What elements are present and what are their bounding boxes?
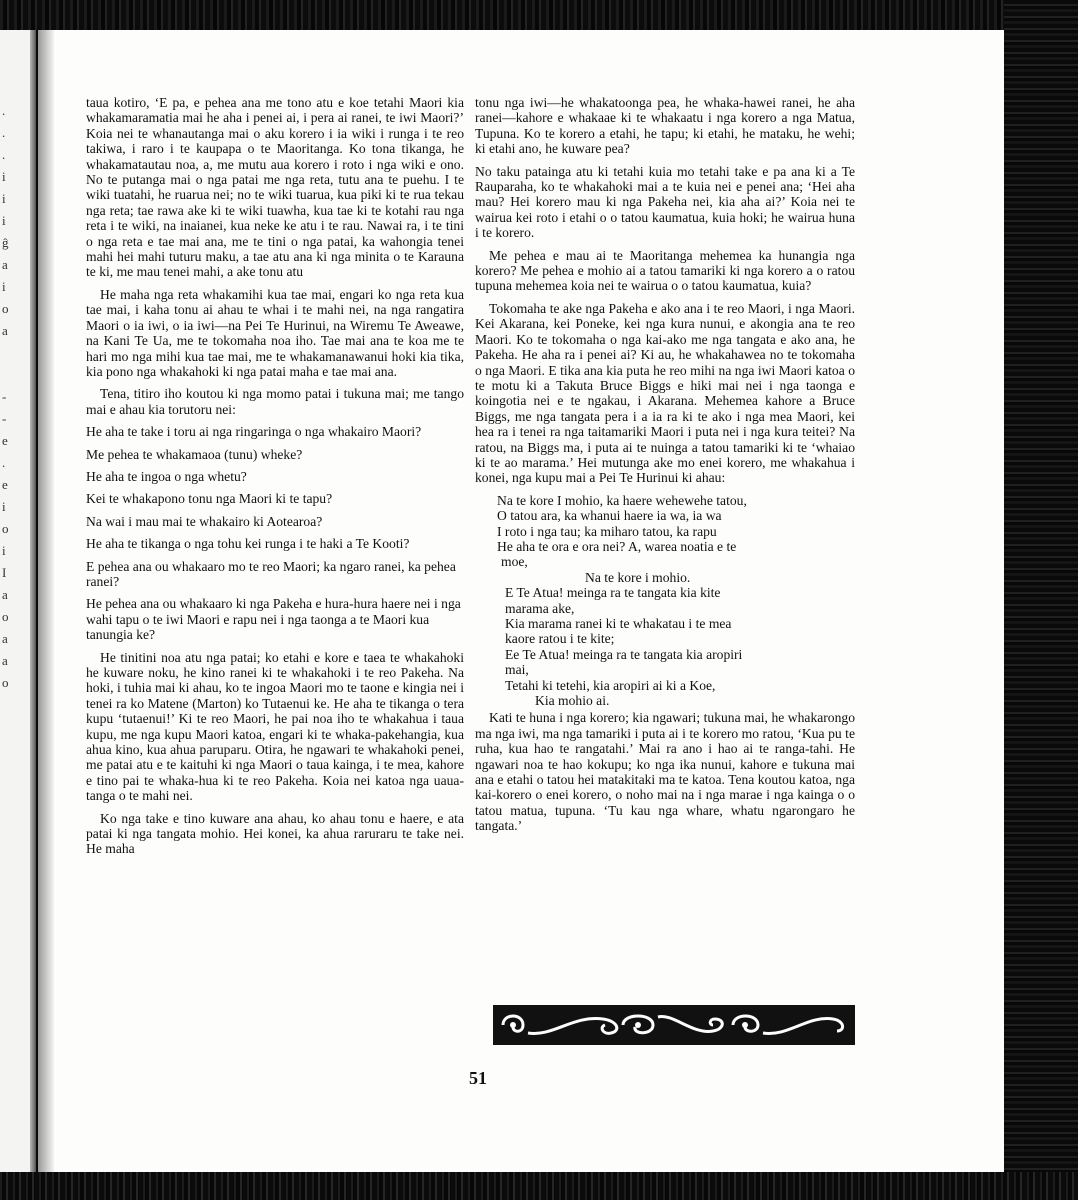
previous-page-letter: I (2, 565, 7, 580)
previous-page-letter: . (2, 147, 6, 162)
poem-line: O tatou ara, ka whanui haere ia wa, ia wa (497, 508, 722, 524)
paragraph: He maha nga reta whakamihi kua tae mai, engari ko nga reta kua tae mai, i kaha tonu ai ahau te whai i te mahi nei, na nga rangatira Maori o ia iwi, o ia iwi—na Pei Te Hurinui, na Wiremu Te Aweawe, na Kani Te Ua, me te tokomaha noa iho. Tae mai ana te koa me te hari mo nga mihi kua tae mai, me te whakamanawanui hoki kia tika, kia pono nga whakahoki ki nga patai maha e tae mai ana. (86, 286, 464, 379)
poem-line: Kia marama ranei ki te whakatau i te mea (505, 616, 732, 631)
poem-line: Na te kore I mohio, ka haere wehewehe tatou, (497, 492, 747, 508)
paragraph: Me pehea e mau ai te Maoritanga mehemea ka hunangia nga korero? Me pehea e mohio ai a tatou tamariki ki nga korero a o ratou tupuna mehemea koia nei te wairua o o tatou kaumatua, kuia? (475, 247, 855, 294)
poem-line: kaore ratou i te kite; (505, 631, 615, 647)
poem-quotation (475, 493, 855, 709)
previous-page-letter (2, 342, 22, 364)
poem-line: Na te kore i mohio. (585, 569, 691, 585)
previous-page-letter: - (2, 389, 7, 404)
previous-page-letter: a (2, 323, 8, 338)
previous-page-letter: - (2, 411, 7, 426)
scan-border-right (1004, 0, 1078, 1200)
maori-kowhaiwhai-ornament (493, 1005, 855, 1045)
previous-page-letter: i (2, 213, 6, 228)
previous-page-text-fragments (2, 100, 22, 694)
previous-page-letter: i (2, 279, 6, 294)
previous-page-letter: . (2, 103, 6, 118)
question-line: Kei te whakapono tonu nga Maori ki te tapu? (86, 491, 333, 507)
poem-line: Ee Te Atua! meinga ra te tangata kia aropiri (505, 646, 743, 662)
paragraph: No taku patainga atu ki tetahi kuia mo tetahi take e pa ana ki a Te Rauparaha, ko te whakahoki mai a te kuia nei e penei ana; ‘Hei aha mau? Hei korero mau ki nga Pakeha nei, kia aha ai?’ Koia nei te wairua kei roto i etahi o o tatou kaumatua, kuia hoki; he wairua huna i te korero. (475, 163, 855, 241)
paragraph: Tena, titiro iho koutou ki nga momo patai i tukuna mai; me tango mai e ahau kia torutoru nei: (86, 386, 464, 417)
scan-border-bottom (0, 1172, 1078, 1200)
question-line: He aha te tikanga o nga tohu kei runga i te haki a Te Kooti? (86, 536, 410, 552)
previous-page-letter: . (2, 455, 6, 470)
poem-line: E Te Atua! meinga ra te tangata kia kite (505, 585, 721, 601)
previous-page-letter: i (2, 169, 6, 184)
previous-page-letter: e (2, 433, 8, 448)
question-line: He pehea ana ou whakaaro ki nga Pakeha e hura-hura haere nei i nga wahi tapu o te iwi Maori e rapu nei i nga taonga a te Maori kua tanungia ke? (86, 596, 461, 643)
poem-line: Kia mohio ai. (535, 693, 610, 709)
page-number: 51 (469, 1068, 487, 1088)
question-line: Na wai i mau mai te whakairo ki Aotearoa? (86, 513, 323, 529)
previous-page-letter (2, 364, 22, 386)
paragraph: tonu nga iwi—he whakatoonga pea, he whaka-hawei ranei, he aha ranei—kahore e whakaae ki te whakaatu i nga korero a nga Matua, Tupuna. Ko te korero a etahi, he tapu; ki etahi, he mataku, he wehi; ki etahi ano, he kuware pea? (475, 95, 855, 157)
previous-page-letter: a (2, 257, 8, 272)
scan-border-top (0, 0, 1078, 30)
paragraph: Tokomaha te ake nga Pakeha e ako ana i te reo Maori, i nga Maori. Kei Akarana, kei Poneke, kei nga kura nunui, e akongia ana te reo Maori. Ko te tokomaha o nga kai-ako me nga tangata e ako ana, he Pakeha. He aha ra i penei ai? Ki au, he whakahawea no te tokomaha o nga Maori. E tika ana kia puta he reo mihi na nga iwi Maori katoa o te motu ki a Takuta Bruce Biggs e hiki mai nei i nga taonga e koingotia nei e te ngakau, i Akarana. Mehemea kahore a Bruce Biggs, me nga tangata pera i a ia ra ki te ako i nga mea Maori, kei hea ra i tenei ra nga taitamariki Maori i puta nei i nga kura teitei? Na ratou, na Biggs ma, i puta ai te nuinga a tatou tamariki ki te ‘whaiao ki te ao marama.’ Hei mutunga ake mo enei korero, me whakahua i konei, nga kupu mai a Pei Te Hurinui ki ahau: (475, 300, 855, 486)
previous-page-letter: a (2, 653, 8, 668)
poem-line: marama ake, (505, 600, 575, 616)
previous-page-letter: i (2, 191, 6, 206)
page-fold-shadow (30, 30, 36, 1172)
paragraph: Ko nga take e tino kuware ana ahau, ko ahau tonu e haere, e ata patai ki nga tangata mohio. Hei konei, ka ahua raruraru te take nei. He maha (86, 810, 464, 857)
poem-line: mai, (505, 662, 529, 678)
previous-page-letter: i (2, 543, 6, 558)
previous-page-edge (0, 30, 36, 1172)
poem-line: moe, (501, 554, 528, 570)
previous-page-letter: ĝ (2, 235, 9, 250)
question-line: He aha te ingoa o nga whetu? (86, 468, 247, 484)
previous-page-letter: o (2, 521, 9, 536)
paragraph: Kati te huna i nga korero; kia ngawari; tukuna mai, he whakarongo ma nga iwi, ma nga tamariki i puta ai i te korero mo ratou, ‘Kua pu te ruha, kua hao te rangatahi.’ Mai ra ano i hao ai te ranga-tahi. He ngawari noa te hao kokupu; ko nga ika nunui, kahore e tukuna mai ana e etahi o tatou hei matakitaki ma te katoa. Tena koutou katoa, nga kai-korero o enei korero, o noho mai na i nga marae i nga kainga o o tatou matua, tupuna. ‘Tu kau nga whare, whatu ngarongaro he tangata.’ (475, 710, 855, 834)
previous-page-letter: a (2, 587, 8, 602)
previous-page-letter: a (2, 631, 8, 646)
previous-page-letter: o (2, 609, 9, 624)
paragraph: taua kotiro, ‘E pa, e pehea ana me tono atu e koe tetahi Maori kia whakamaramatia mai he aha i penei ai, i pera ai ranei, te iwi Maori?’ Koia nei te whanautanga mai o aku korero i ia wiki i runga i te reo takiwa, i raro i te kaupapa o te Maoritanga. Ko tona tikanga, he whakamatautau noa, a, me mutu aua korero i roto i nga wiki e ono. No te putanga mai o nga patai me nga reta, tutu ana te puehu. I te wiki tuatahi, he ruarua nei; no te wiki tuarua, kua piki ki te rua tekau nga reta; tae rawa ake ki te wiki tuawha, kua tae ki te kotahi rau nga reta i te wiki, na inaianei, kua neke ke atu i te rau. Nawai ra, i te tini o nga reta e tae mai ana, me te tini o nga patai, ka wahongia tenei mahi hei mahi tuturu maku, a tae atu ana ki nga minita o te Karauna te ki, me mau tenei mahi, a ake tonu atu (86, 95, 464, 280)
previous-page-letter: i (2, 499, 6, 514)
right-column (475, 95, 855, 841)
previous-page-letter: e (2, 477, 8, 492)
page-gutter-shade (38, 30, 54, 1172)
poem-line: I roto i nga tau; ka miharo tatou, ka rapu (497, 523, 717, 539)
left-column (86, 95, 464, 864)
previous-page-letter: o (2, 675, 9, 690)
poem-line: Tetahi ki tetehi, kia aropiri ai ki a Koe, (505, 677, 716, 693)
question-line: E pehea ana ou whakaaro mo te reo Maori; ka ngaro ranei, ka pehea ranei? (86, 558, 456, 589)
previous-page-letter: o (2, 301, 9, 316)
paragraph: He tinitini noa atu nga patai; ko etahi e kore e taea te whakahoki he kuware noku, he kino ranei ki te whakahoki i te reo Pakeha. Na hoki, i tuhia mai ki ahau, ko te ingoa Maori mo te taone e kingia nei i tenei ra ko Matene (Marton) ko Tutaenui ke. He aha te tikanga o tera kupu ‘tutaenui!’ Ki te reo Maori, he pai noa iho te whakahua i taua kupu, me nga kupu Maori katoa, engari ki te whaka-pakehangia, kua ahua kino, kua ahua paruparu. Otira, he ngawari te whakahoki penei, me patai atu e te kaituhi ki nga Maori o taua kainga, i te mea, kahore e tino pai te whaka-hua ki te reo Pakeha. Koia nei katoa nga uaua-tanga o te mahi nei. (86, 649, 464, 804)
previous-page-letter: . (2, 125, 6, 140)
question-line: Me pehea te whakamaoa (tunu) wheke? (86, 446, 303, 462)
question-line: He aha te take i toru ai nga ringaringa o nga whakairo Maori? (86, 424, 422, 440)
poem-line: He aha te ora e ora nei? A, warea noatia e te (497, 538, 737, 554)
